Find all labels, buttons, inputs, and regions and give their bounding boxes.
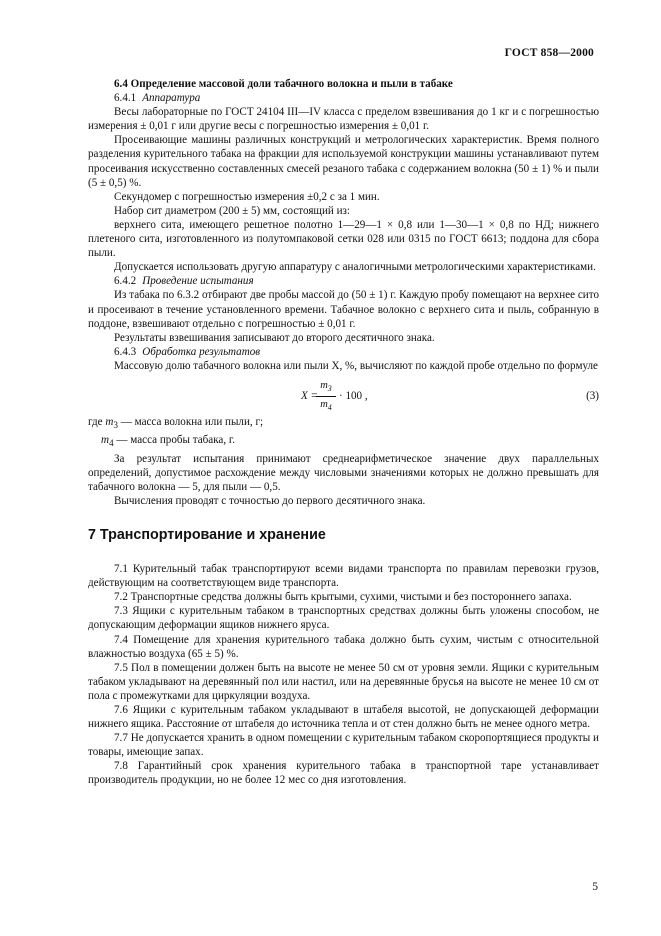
section-6-4-heading: 6.4 Определение массовой доли табачного волокна и пыли в табаке bbox=[114, 78, 453, 90]
where-label: где bbox=[88, 415, 103, 428]
paragraph: Секундомер с погрешностью измерения ±0,2 с за 1 мин. bbox=[114, 190, 380, 203]
legend-symbol: m bbox=[105, 415, 114, 428]
formula-numerator: m bbox=[320, 379, 328, 391]
clause-7-7: 7.7 Не допускается хранить в одном помещении с курительным табаком скоропортящиеся продукты и товары, имеющие запах. bbox=[88, 732, 599, 759]
formula-3 bbox=[88, 377, 599, 415]
paragraph: Массовую долю табачного волокна или пыли X, %, вычисляют по каждой пробе отдельно по формуле bbox=[114, 359, 598, 372]
legend-desc: — масса пробы табака, г. bbox=[113, 434, 235, 447]
formula-legend-line bbox=[88, 433, 599, 451]
paragraph: Вычисления проводят с точностью до первого десятичного знака. bbox=[114, 494, 426, 507]
subsection-title: Обработка результатов bbox=[142, 345, 261, 358]
formula-lhs: X = bbox=[301, 389, 319, 402]
paragraph: Допускается использовать другую аппаратуру с аналогичными метрологическими характеристиками. bbox=[114, 261, 596, 274]
clause-7-6: 7.6 Ящики с курительным табаком укладывают в штабеля высотой, не допускающей деформации нижнего ящика. Расстояние от штабеля до источника тепла и от стен должно быть не менее одного метра. bbox=[88, 704, 599, 731]
formula-denominator: m bbox=[320, 399, 328, 411]
clause-7-3: 7.3 Ящики с курительным табаком в транспортных средствах должны быть уложены способом, не допускающим деформации ящиков нижнего яруса. bbox=[88, 605, 599, 632]
page-number: 5 bbox=[592, 881, 598, 893]
clause-7-2: 7.2 Транспортные средства должны быть крытыми, сухими, чистыми и без постороннего запаха. bbox=[114, 591, 572, 604]
formula-denominator-sub: 4 bbox=[327, 403, 332, 413]
subsection-6-4-2-heading bbox=[88, 274, 599, 288]
clause-7-1: 7.1 Курительный табак транспортируют всеми видами транспорта по правилам перевозки грузов, действующим на соответствующем виде транспорта. bbox=[88, 563, 599, 590]
legend-symbol: m bbox=[101, 434, 110, 447]
formula-numerator-sub: 3 bbox=[327, 384, 332, 394]
formula-legend-line bbox=[88, 415, 599, 433]
clause-7-5: 7.5 Пол в помещении должен быть на высоте не менее 50 см от уровня земли. Ящики с курительным табаком укладывают на деревянный пол или настил, или на деревянные брусья на высоте не менее 10 см от пола с промежутками для циркуляции воздуха. bbox=[88, 661, 599, 702]
paragraph: Весы лабораторные по ГОСТ 24104 III—IV класса с пределом взвешивания до 1 кг и с погрешностью измерения ± 0,01 г или другие весы с погрешностью измерения ± 0,01 г. bbox=[88, 106, 599, 133]
subsection-title: Аппаратура bbox=[142, 92, 201, 105]
paragraph: Набор сит диаметром (200 ± 5) мм, состоящий из: bbox=[114, 204, 351, 217]
subsection-number: 6.4.2 bbox=[114, 275, 137, 288]
subsection-6-4-1-heading bbox=[88, 91, 599, 105]
paragraph: Просеивающие машины различных конструкций и метрологических характеристик. Время полного разделения курительного табака на фракции для используемой конструкции машины устанавливают путем просеивания искусственно составленных смесей резаного табака с содержанием волокна (50 ± 1) % и пыли (5 ± 0,5) %. bbox=[88, 134, 599, 189]
clause-7-4: 7.4 Помещение для хранения курительного табака должно быть сухим, чистым с относительной влажностью воздуха (65 ± 5) %. bbox=[88, 633, 599, 660]
subsection-number: 6.4.1 bbox=[114, 92, 137, 105]
subsection-6-4-3-heading bbox=[88, 345, 599, 359]
document-body bbox=[88, 75, 599, 788]
section-7-heading: 7 Транспортирование и хранение bbox=[88, 526, 326, 543]
paragraph: За результат испытания принимают среднеарифметическое значение двух параллельных определений, допустимое расхождение между числовыми значениями которых не должно превышать для табачного волокна — 5, для пыли — 0,5. bbox=[88, 452, 599, 493]
legend-symbol-sub: 4 bbox=[109, 439, 114, 450]
formula-rhs: · 100 , bbox=[339, 389, 368, 402]
formula-fraction bbox=[316, 379, 336, 414]
formula-number: (3) bbox=[586, 389, 599, 402]
fraction-bar bbox=[316, 396, 336, 397]
section-7-content bbox=[88, 562, 599, 788]
legend-desc: — масса волокна или пыли, г; bbox=[118, 415, 264, 428]
clause-7-8: 7.8 Гарантийный срок хранения курительного табака в транспортной таре устанавливает производитель продукции, но не более 12 мес со дня изготовления. bbox=[88, 760, 599, 787]
document-code-header: ГОСТ 858—2000 bbox=[504, 47, 594, 59]
legend-symbol-sub: 3 bbox=[113, 421, 118, 432]
paragraph: верхнего сита, имеющего решетное полотно 1—29—1 × 0,8 или 1—30—1 × 0,8 по НД; нижнего плетеного сита, изготовленного из полутомпаковой сетки 028 или 0315 по ГОСТ 6613; поддона для сбора пыли. bbox=[88, 218, 599, 260]
paragraph: Результаты взвешивания записывают до второго десятичного знака. bbox=[114, 331, 435, 344]
paragraph: Из табака по 6.3.2 отбирают две пробы массой до (50 ± 1) г. Каждую пробу помещают на верхнее сито и просеивают в течение установленного времени. Табачное волокно с верхнего сита и пыль, собранную в поддоне, взвешивают отдельно с погрешностью ± 0,01 г. bbox=[88, 289, 599, 330]
subsection-title: Проведение испытания bbox=[142, 275, 254, 288]
subsection-number: 6.4.3 bbox=[114, 345, 137, 358]
